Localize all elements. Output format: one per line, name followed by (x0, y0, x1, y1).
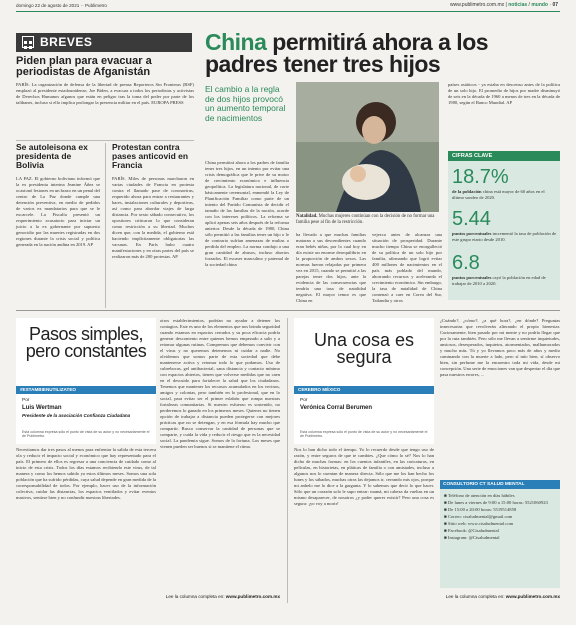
consultorio-item-text: Facebook: @Ctsaludmental (447, 528, 499, 533)
breves-item3-body: PARÍS. Miles de personas marcharon en varias ciudades de Francia en protesta contra el llamado pase de coronavirus, requerido ahora para entrar a restaurantes y bares, instalaciones culturales y deportivas, así como para abordar viajes de larga distancia. Por sexto sábado consecutivo, los opositores criticaron lo que consideran como restricción a su libertad. Muchos dicen que, con la medida, el gobierno está haciendo implícitamente obligatorias las vacunas. En París hubo cuatro manifestaciones y en otras partes del país se realizaron más de 200 protestas. AP (112, 176, 194, 259)
pasos-body2: otros establecimientos, podrían no ayudar a detener los contagios. Este es uno de los elementos que nos brinda seguridad cuando estamos en espacios cerrados y su poca eficacia podría generar descontento entre quienes hemos empezado a salir y a retomar algunas rutinas. Compremos que debemos convivir con el virus y no queremos detenernos ni cuidar a nadie. No olvidemos que somos parte de esta sociedad que debe mantenerse activa y retomar todo lo que podamos. Uso de cubrebocas, gel antibacterial, sana distancia y contacto mínimo con espacios abiertos, tienen que volverse medidas que no caen en el descuido para fortalecer la salud que los ciudadanos. Tenemos que mantener los recursos acumulados en los vecinos, amigos y colonias, pero también en lo profesional, que en lo social, para evitar ser el primer eslabón que rompa nuestras fortalezas comunitarias. Si nuestro esfuerzo es sostenido, no perderemos lo ganado en los primeros meses. Quienes no tienen opción de trabajar a distancia pueden protegerse con mejores prácticas que no se detengan, y en esa fórmula hay mucho que compartir. Busca conservar la cantidad de personas que se comparte, y cuida la vida y reducir el riesgo que es la necesidad social. La pandemia sigue. Somos de la fortuna. Los meses que vienen pueden ser buenos si se mantiene el ritmo. (160, 318, 280, 449)
cosa-por: Por (300, 398, 308, 403)
cifras-k2-value: 5.44 (452, 208, 491, 230)
consultorio-box (440, 480, 560, 588)
masthead-url[interactable]: www.publimetro.com.mx (449, 2, 505, 8)
masthead-page: 07 (552, 2, 558, 8)
consultorio-item-text: Teléfono de atención en días hábiles (447, 493, 515, 498)
consultorio-item-text: Sitio web: www.ctsaludmental.com (447, 521, 514, 526)
china-body3: vejezca antes de alcanzar una situación de prosperidad. Durante mucho tiempo China se enorgulleció de su política de un solo hijo por familia, afirmando que logró evitar 400 millones de nacimientos en el país más poblado del mundo, ahorrando recursos y acelerando el crecimiento económico. Sin embargo, la tasa de natalidad de China comenzó a caer en Corea del Sur, Tailandia y otros (372, 232, 442, 303)
china-headline (205, 31, 565, 75)
columns-vrule (287, 318, 288, 603)
china-body4: países asiáticos - ya estaba en descenso antes de la política de un solo hijo. El promedio de hijos por madre disminuyó de seis en la década de 1960 a menos de tres en la década de 1980, según el Banco Mundial. AP (448, 82, 560, 105)
china-photo (296, 82, 439, 212)
breves-item3-title: Protestan contra pases anticovid en Francia (112, 142, 189, 170)
consultorio-item[interactable]: ■ Instagram: @Ctsaludmental (444, 535, 500, 540)
cifras-k3-text (452, 275, 557, 287)
masthead-right: www.publimetro.com.mx | noticias / mundo · 07 (449, 2, 558, 8)
breves-item2-body: LA PAZ. El gobierno boliviano informó que la ex presidenta interina Jeanine Áñez se ocasionó lesiones en un brazo en un penal del centro de La Paz donde cumple una detención preventiva, en medio de pedidos de varios ex mandatarios para que se le excarcele. La Fiscalía presentó un requerimiento acusatorio para iniciar un juicio a la ex gobernante por supuesto genocidio por las muertes registradas en dos regiones durante la crisis social y política generada en la nación andina en 2019. AP (16, 176, 100, 247)
china-caption (296, 214, 446, 226)
cosa-body2: ¿Cuándo?, ¿cómo?, ¿a qué hora?, ¿en dónde? Preguntas innecesarias que revolverán alterando el propio bienestar. Curiosamente, bien pasado por mi mente y no podría llegar que por la ruta también. Pero sólo me llevan a sentirme inquietudes, ansiosos, desesperados, inquietos, atormentados, malhumorados y mucho más. Tú y yo llevamos poco más de años y medio caminando con la muerte a lado, pero sí mío bien, sí observo bien, sin perfume me la encuentro toda mi vida, desde mi concepción. Una serie de emociones van que despertar el día que pasa nuestros errores, ... (440, 318, 560, 377)
footer-right-url[interactable]: www.publimetro.com.mx (505, 594, 560, 599)
footer-right-label: Lee la columna completa en: (445, 594, 505, 599)
consultorio-item-text: Correo: ctsaludmental@gmail.com (447, 514, 513, 519)
pasos-por: Por (22, 398, 30, 403)
footer-left-url[interactable]: www.publimetro.com.mx (225, 594, 280, 599)
china-caption-label: Natalidad. (296, 214, 318, 219)
consultorio-item-text: De 15:00 a 20:00 horas: 5519514858 (447, 507, 517, 512)
china-caption-text: Muchas mujeres continúan con la decisión de no formar una familia pese al fin de la restricción. (296, 214, 435, 225)
breves-item2-title-text: Se autoleisona ex presidenta de Bolivia (16, 142, 88, 170)
consultorio-item: ■ Teléfono de atención en días hábiles (444, 493, 515, 498)
breves-label: BREVES (40, 35, 93, 49)
mother-baby-photo-icon (296, 82, 439, 212)
footer-left (160, 594, 280, 599)
cifras-k3-rest: cayó la población en edad de trabajar de 2010 a 2020. (452, 275, 546, 286)
pasos-header (16, 318, 156, 444)
breves-divider (16, 140, 194, 141)
cifras-k2-bold: puntos porcentuales (452, 231, 492, 236)
masthead-date: domingo 22 de agosto de 2021 ·· Publimetro (16, 3, 107, 8)
section-divider (16, 310, 560, 311)
cifras-k1-bold: de la población (452, 189, 482, 194)
china-body2: ha llevado a que muchas familias mataran a sus descendientes cuando eran bebés niñas, por lo cual hoy en día existe un enorme desequilibrio en la proporción de ambos sexos. Las normas fueron relajadas por primera vez en 2015, cuando se permitió a las parejas tener dos hijos, ante la evidencia de las consecuencias que tendría una tasa de natalidad negativa. El mayor temor es que China en (296, 232, 366, 303)
pasos-disclaimer: Esta columna expresa sólo el punto de vista de su autor y no necesariamente el de Publimetro. (22, 430, 150, 438)
masthead-rule (16, 11, 560, 12)
breves-item1-title: Piden plan para evacuar a periodistas de Afganistán (16, 55, 152, 78)
consultorio-item: ■ De 15:00 a 20:00 horas: 5519514858 (444, 507, 517, 512)
consultorio-item-text: Instagram: @Ctsaludmental (447, 535, 500, 540)
consultorio-item[interactable]: ■ Sitio web: www.ctsaludmental.com (444, 521, 514, 526)
footer-right (440, 594, 560, 599)
pasos-title: Pasos simples, pero constantes (25, 324, 147, 361)
china-headline-accent: China (205, 29, 267, 55)
consultorio-label: CONSULTORIO CT SALUD MENTAL (440, 480, 560, 489)
cosa-author[interactable]: Verónica Corral Berumen (300, 405, 373, 411)
cifras-label: CIFRAS CLAVE (448, 151, 560, 161)
breves-vrule (105, 143, 106, 308)
masthead-subsection[interactable]: mundo (531, 2, 548, 8)
cosa-tag: CEREBRO MÉXICO (294, 386, 434, 394)
breves-item2-title (16, 143, 96, 170)
pasos-author[interactable]: Luis Wertman (22, 405, 62, 411)
cosa-body: Nos lo han dicho todo el tiempo. Yo lo recuerdo desde que tengo uso de razón, y entre seguros de que te cambies. ¿Que cómo lo sé? Nos lo han dicho de muchas formas: en los cuentos infantiles, en las caricaturas, en películas, en historietas, en pláticas de familia o con amistades, incluso a algunos nos lo cuentan de manera directa. Sólo que me los han hecho los lunes y los sábados, muchas otras las dejamos ir, cerrando mis ojos, porque mi anhelo me lo dice a la garganta. Y lo sabemos que decir lo que hacer. Sólo que un corazón solo le supo entrar: mamá, mi cabeza da vueltas en un mismo desaparecer, de nosotros ¿y poder querer existir? Pero una cosa es segura: ¡yo voy a morir! (294, 447, 434, 506)
china-headline-rest: permitirá ahora a los padres tener tres hijos (205, 29, 489, 77)
breves-banner (16, 33, 192, 52)
breves-item1-body: PARÍS. La organización de defensa de la libertad de prensa Reporteros Sin Fronteras (RSF) emplazó al presidente estadounidense, Joe Biden, a evacuar a todos los periodistas y activistas de Derechos Humanos afganos que están en peligro tras la toma del poder por parte de los talibanes, incluso si ello implica prolongar la presencia militar en el país. EUROPA PRESS (16, 82, 194, 105)
masthead-section[interactable]: noticias (508, 2, 528, 8)
consultorio-item[interactable]: ■ Facebook: @Ctsaludmental (444, 528, 499, 533)
pasos-role: Presidente de la asociación Confianza Ciudadana (22, 413, 131, 418)
pasos-tag: #ESTAMBIENUTILIZATEO (16, 386, 156, 394)
cosa-disclaimer: Esta columna expresa sólo el punto de vista de su autor y no necesariamente el de Publimetro. (300, 430, 428, 438)
consultorio-item-text: De lunes a viernes de 9:00 a 15:00 horas: 5521060923 (447, 500, 548, 505)
consultorio-item: ■ De lunes a viernes de 9:00 a 15:00 horas: 5521060923 (444, 500, 548, 505)
cifras-k1-rest: china está mayor de 60 años en el último sondeo de 2020. (452, 189, 545, 200)
cifras-k3-bold: puntos porcentuales (452, 275, 492, 280)
cifras-k1-value: 18.7% (452, 166, 509, 188)
pasos-body: Necesitamos dar tres pasos al menos para enfrentar la salida de esta tercera ola y reducir el impacto social y económico que hay representado para el país. El primero de ellos es regresar a una conciencia de cuidado como al inicio de esta crisis. Todos los días estamos recibiendo este virus, de tal manera y como los hemos sabido ya estos últimos meses. Somos una sola población que ha sufrido pérdidas, cuya salud depende en gran medida de la corresponsabilidad de todos. Por ejemplo, hacer uso de la información colectiva, cuidar las distancias, los espacios ventilados y evitar eventos masivos, sentirse bien y no confundir nuestras libertades. (16, 447, 156, 500)
cosa-header (294, 318, 434, 444)
cifras-k3-value: 6.8 (452, 252, 480, 274)
china-subhead: El cambio a la regla de dos hijos provocó un aumento temporal de nacimientos (205, 84, 286, 123)
consultorio-list (444, 492, 556, 541)
grid-icon (22, 36, 34, 48)
cifras-k2-rest: incrementó la tasa de población de este grupo etario desde 2010. (452, 231, 557, 242)
cifras-k1-text (452, 189, 557, 201)
china-body1: China permitirá ahora a los padres de familia tener tres hijos, en un intento por evitar una crisis demográfica que le prive de su motor de crecimiento económico e influencia geopolítica. La legislatura nacional, de corte básicamente ceremonial, enmendó la Ley de Planificación Familiar como parte de un intento del Partido Comunista de decidir el tamaño de las familias de la nación, acorde con los intereses políticos. La reforma se aplicó apenas seis años después de la reforma anterior. Desde la década de 1980, China sólo permitió a las familias tener un hijo o le de contrario sufrían amenazas de multas o perdida del empleo. La norma condujo a una gran cantidad de abusos, incluso abortos forzados. El escaser masculino y paternal de la sociedad china (205, 160, 289, 267)
consultorio-item[interactable]: ■ Correo: ctsaludmental@gmail.com (444, 514, 513, 519)
cifras-k2-text (452, 231, 557, 243)
cosa-title: Una cosa es segura (313, 330, 415, 367)
cifras-box (448, 151, 560, 300)
footer-left-label: Lee la columna completa en: (165, 594, 225, 599)
